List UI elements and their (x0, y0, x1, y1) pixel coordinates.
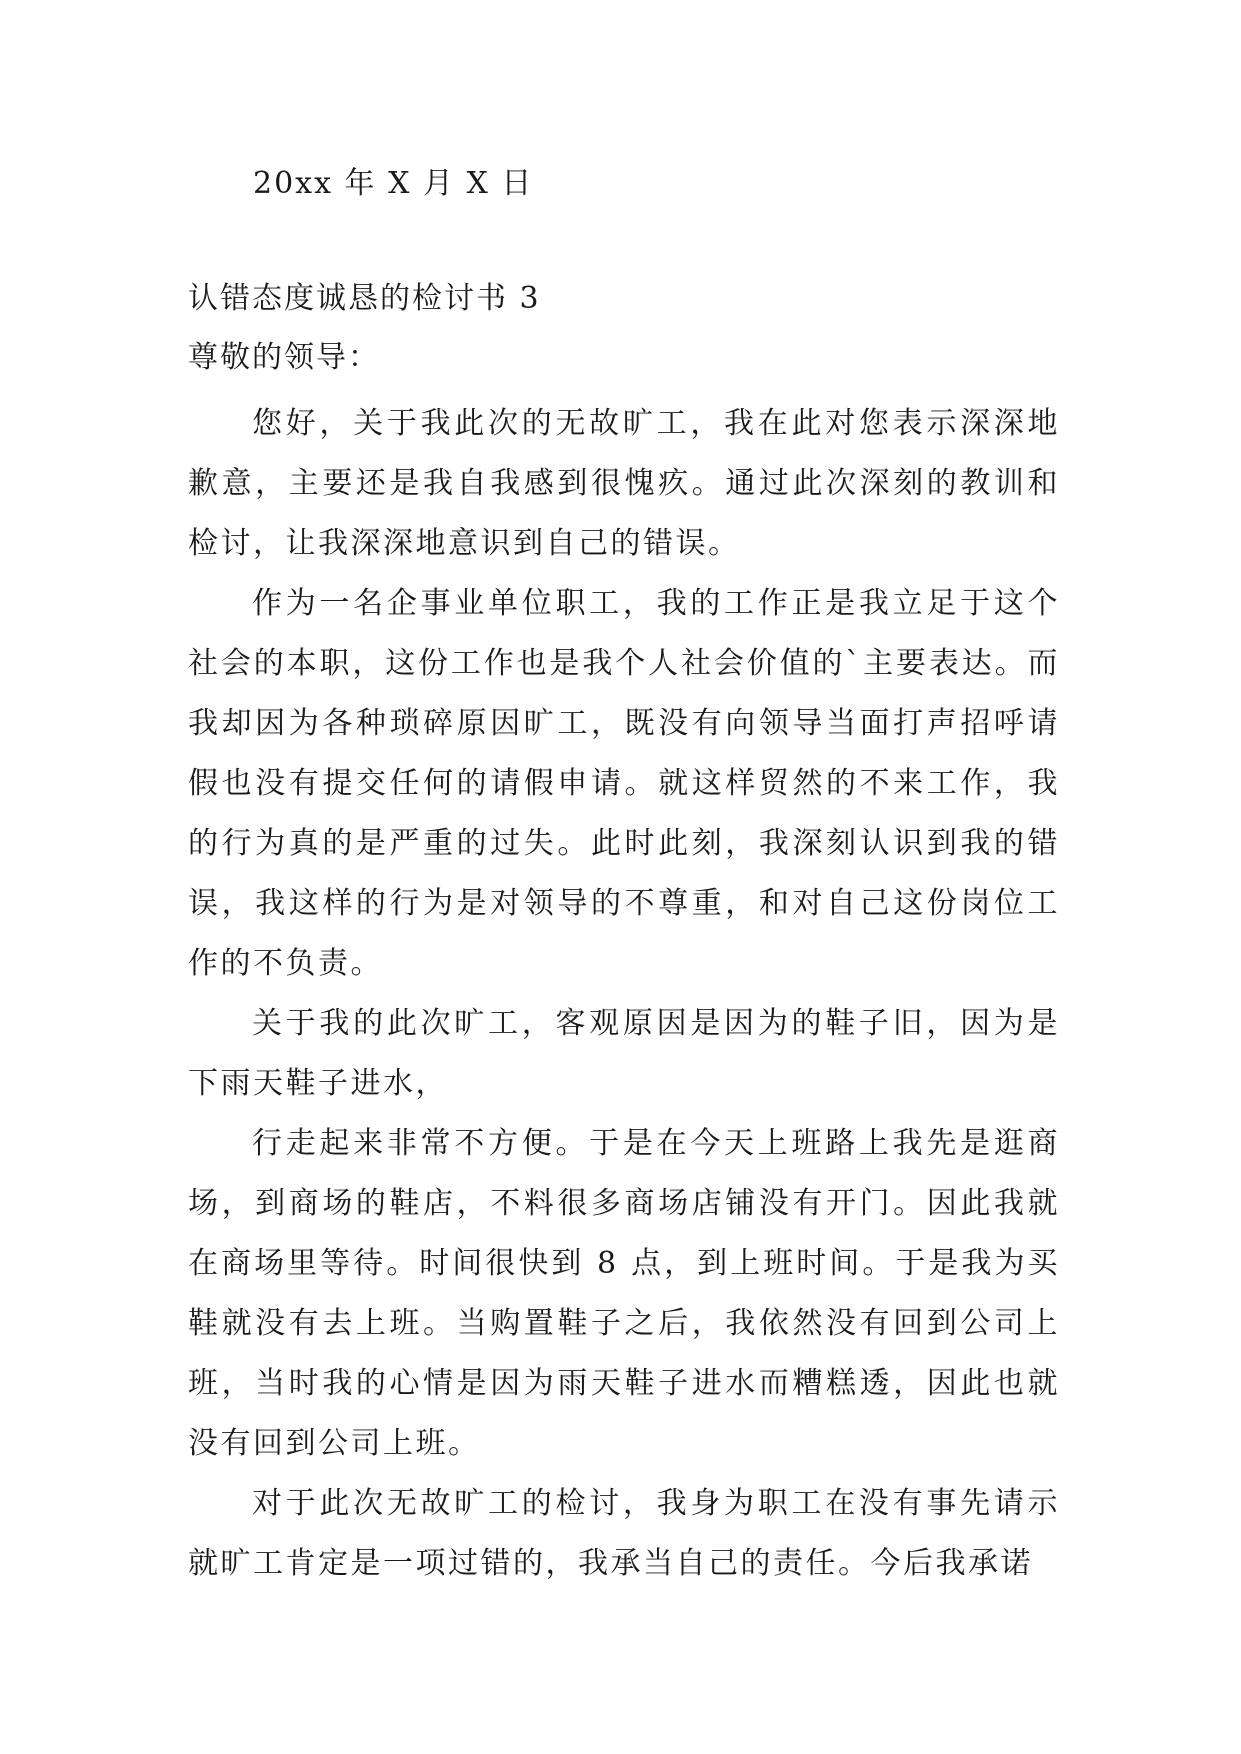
paragraph-details: 行走起来非常不方便。于是在今天上班路上我先是逛商场，到商场的鞋店，不料很多商场店铺没有开门。因此我就在商场里等待。时间很快到 8 点，到上班时间。于是我为买鞋就没有去上班。当购置鞋子之后，我依然没有回到公司上班，当时我的心情是因为雨天鞋子进水而糟糕透，因此也就没有回到公司上班。 (188, 1126, 1060, 1461)
paragraph-commitment: 对于此次无故旷工的检讨，我身为职工在没有事先请示就旷工肯定是一项过错的，我承当自己的责任。今后我承诺 (188, 1486, 1060, 1581)
date-line: 20xx 年 X 月 X 日 (253, 166, 534, 201)
salutation: 尊敬的领导： (188, 340, 380, 375)
paragraph-apology: 您好，关于我此次的无故旷工，我在此对您表示深深地歉意，主要还是我自我感到很愧疚。通过此次深刻的教训和检讨，让我深深地意识到自己的错误。 (188, 406, 1060, 561)
document-title: 认错态度诚恳的检讨书 3 (188, 281, 541, 316)
document-body (188, 394, 1060, 1594)
paragraph-reason: 关于我的此次旷工，客观原因是因为的鞋子旧，因为是下雨天鞋子进水， (188, 1006, 1060, 1101)
paragraph-responsibility: 作为一名企事业单位职工，我的工作正是我立足于这个社会的本职，这份工作也是我个人社会价值的`主要表达。而我却因为各种琐碎原因旷工，既没有向领导当面打声招呼请假也没有提交任何的请假申请。就这样贸然的不来工作，我的行为真的是严重的过失。此时此刻，我深刻认识到我的错误，我这样的行为是对领导的不尊重，和对自己这份岗位工作的不负责。 (188, 586, 1060, 981)
